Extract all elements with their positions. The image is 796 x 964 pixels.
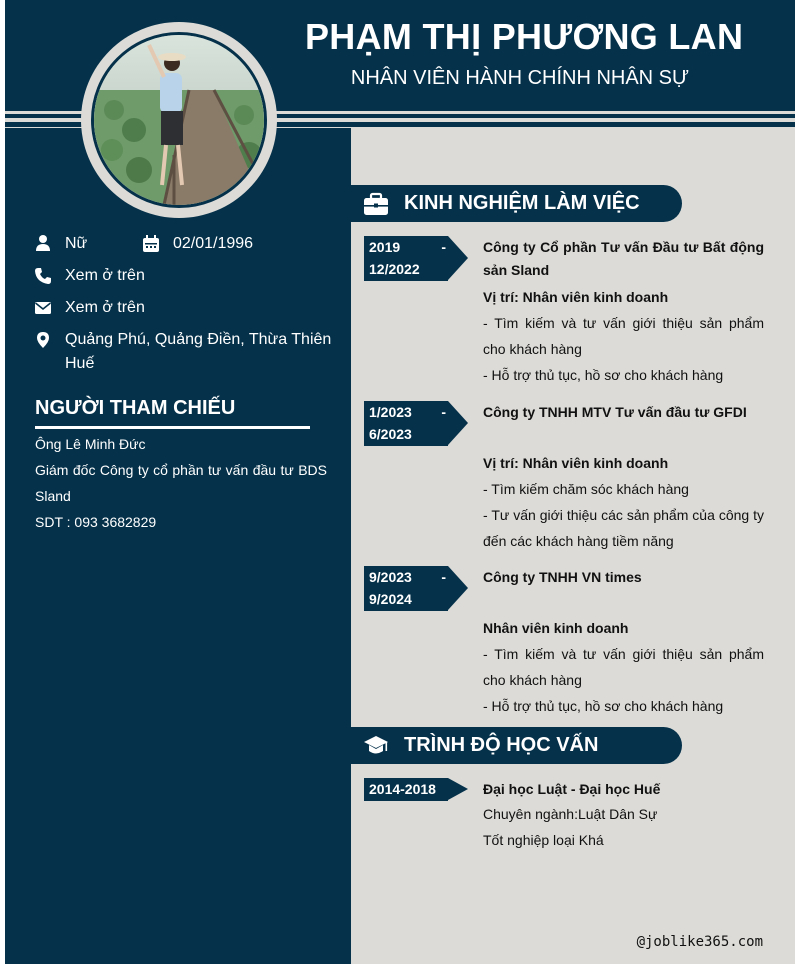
job-3-date-dash: - <box>441 569 446 585</box>
job-2-date-end: 6/2023 <box>369 426 412 442</box>
job-1-desc-1: - Tìm kiếm và tư vấn giới thiệu sản phẩm cho khách hàng <box>483 315 764 357</box>
reference-phone: SDT : 093 3682829 <box>35 514 157 530</box>
job-2-company: Công ty TNHH MTV Tư vấn đầu tư GFDI <box>483 404 747 420</box>
education-1-grade: Tốt nghiệp loại Khá <box>483 832 604 848</box>
job-1-date-start: 2019 <box>369 239 401 255</box>
job-3-company: Công ty TNHH VN times <box>483 569 642 585</box>
job-1 <box>483 236 764 388</box>
briefcase-icon <box>363 191 389 217</box>
job-2-position: Vị trí: Nhân viên kinh doanh <box>483 455 669 471</box>
job-1-desc-2: - Hỗ trợ thủ tục, hồ sơ cho khách hàng <box>483 367 724 383</box>
job-1-date-arrow <box>448 236 468 280</box>
reference-title: NGƯỜI THAM CHIẾU <box>35 397 236 419</box>
address-value: Quảng Phú, Quảng Điền, Thừa Thiên Huế <box>65 331 332 372</box>
job-3-desc-2: - Hỗ trợ thủ tục, hồ sơ cho khách hàng <box>483 698 724 714</box>
email-icon <box>34 299 52 317</box>
candidate-job-title: NHÂN VIÊN HÀNH CHÍNH NHÂN SỰ <box>350 67 690 89</box>
job-1-date-end: 12/2022 <box>369 261 420 277</box>
reference-position: Giám đốc Công ty cổ phần tư vấn đầu tư BDS Sland <box>35 462 327 504</box>
job-2-desc-1: - Tìm kiếm chăm sóc khách hàng <box>483 481 689 497</box>
job-3 <box>483 566 764 719</box>
education-header <box>351 727 682 764</box>
calendar-icon <box>142 235 160 253</box>
job-2-date-start: 1/2023 <box>369 404 412 420</box>
job-2-date <box>364 401 448 446</box>
job-3-date-start: 9/2023 <box>369 569 412 585</box>
phone-icon <box>34 267 52 285</box>
job-1-company: Công ty Cổ phần Tư vấn Đầu tư Bất động sản Sland <box>483 239 764 278</box>
cv-page <box>5 0 795 964</box>
reference-details <box>35 431 327 535</box>
birthdate-value: 02/01/1996 <box>173 235 254 252</box>
job-1-position: Vị trí: Nhân viên kinh doanh <box>483 289 669 305</box>
job-3-date <box>364 566 448 611</box>
graduation-cap-icon <box>363 733 389 759</box>
job-2 <box>483 401 764 554</box>
experience-title: KINH NGHIỆM LÀM VIỆC <box>404 192 640 214</box>
person-icon <box>34 234 52 252</box>
email-value: Xem ở trên <box>65 299 145 316</box>
job-3-date-end: 9/2024 <box>369 591 412 607</box>
education-1 <box>483 778 764 853</box>
gender-value: Nữ <box>65 235 88 252</box>
education-1-major: Chuyên ngành:Luật Dân Sự <box>483 806 658 822</box>
job-2-date-dash: - <box>441 404 446 420</box>
job-2-date-arrow <box>448 401 468 445</box>
education-1-years: 2014-2018 <box>364 778 448 801</box>
reference-person: Ông Lê Minh Đức <box>35 436 146 452</box>
education-title: TRÌNH ĐỘ HỌC VẤN <box>404 734 599 756</box>
job-1-date <box>364 236 448 281</box>
education-1-school: Đại học Luật - Đại học Huế <box>483 781 661 797</box>
education-1-date-arrow <box>448 778 468 800</box>
job-3-date-arrow <box>448 566 468 610</box>
watermark: @joblike365.com <box>636 934 763 950</box>
reference-underline <box>35 426 310 429</box>
job-2-desc-2: - Tư vấn giới thiệu các sản phẩm của công ty đến các khách hàng tiềm năng <box>483 507 764 549</box>
job-3-position: Nhân viên kinh doanh <box>483 620 629 636</box>
phone-value: Xem ở trên <box>65 267 145 284</box>
experience-header <box>351 185 682 222</box>
location-icon <box>34 331 52 349</box>
job-3-desc-1: - Tìm kiếm và tư vấn giới thiệu sản phẩm cho khách hàng <box>483 646 764 688</box>
job-1-date-dash: - <box>441 239 446 255</box>
candidate-name: PHẠM THỊ PHƯƠNG LAN <box>305 16 744 57</box>
avatar-photo <box>94 35 264 205</box>
avatar <box>91 32 267 208</box>
